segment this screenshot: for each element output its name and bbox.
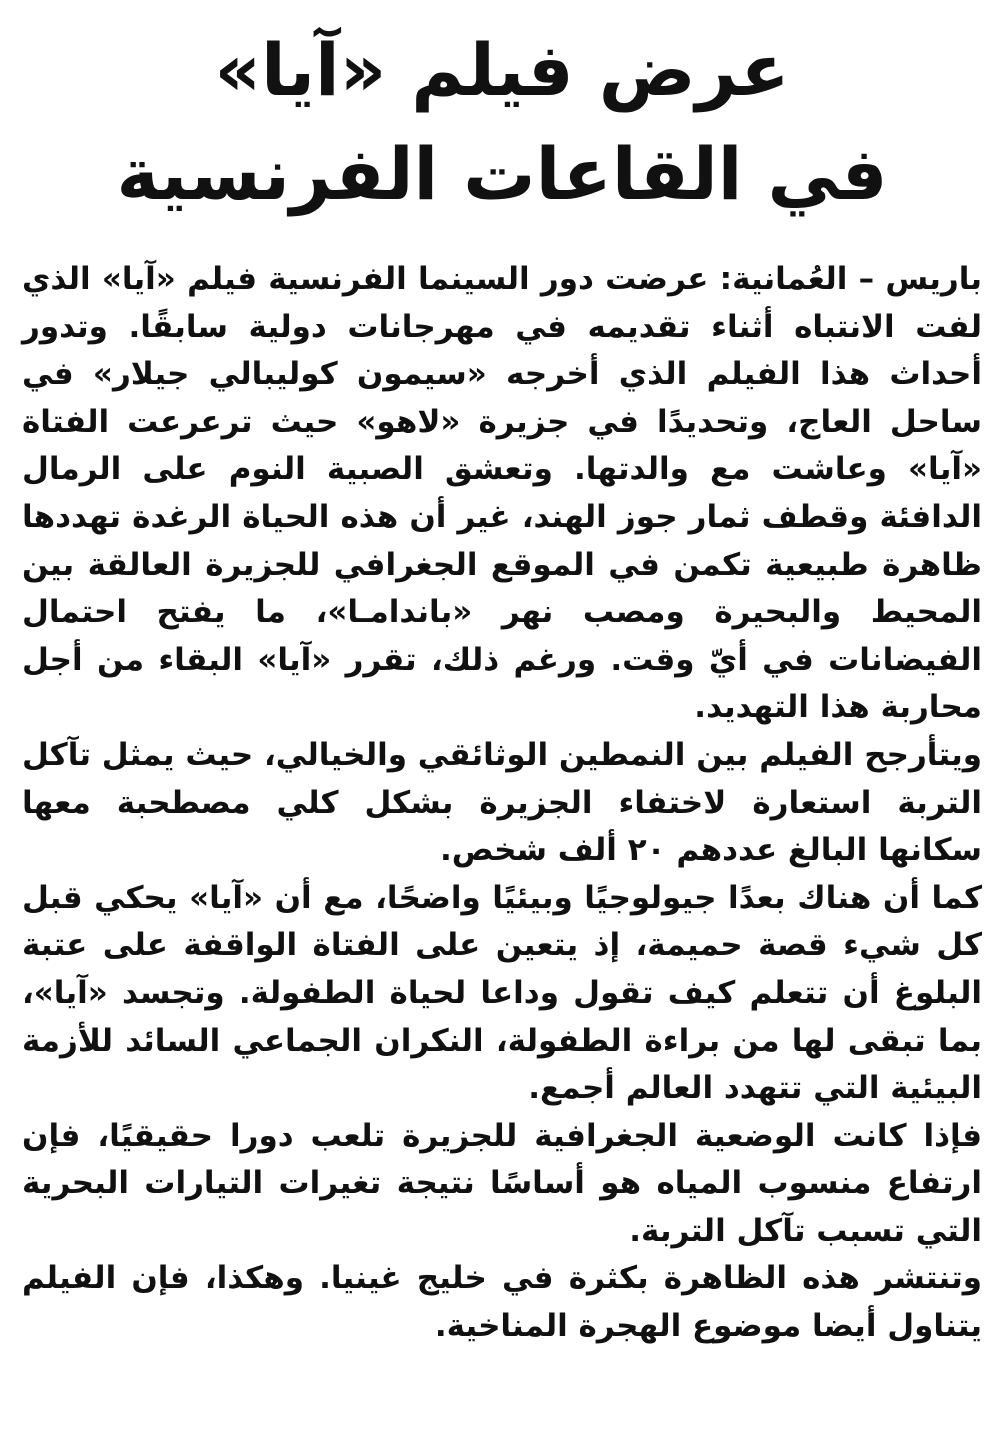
paragraph-2: ويتأرجح الفيلم بين النمطين الوثائقي والخيالي، حيث يمثل تآكل التربة استعارة لاختفاء الجزيرة بشكل كلي مصطحبة معها سكانها البالغ عددهم ٢٠ ألف شخص.: [22, 736, 982, 869]
paragraph-3: كما أن هناك بعدًا جيولوجيًا وبيئيًا واضحًا، مع أن «آيا» يحكي قبل كل شيء قصة حميمة، إذ يتعين على الفتاة الواقفة على عتبة البلوغ أن تتعلم كيف تقول وداعا لحياة الطفولة. وتجسد «آيا»، بما تبقى لها من براءة الطفولة، النكران الجماعي السائد للأزمة البيئية التي تتهدد العالم أجمع.: [22, 879, 982, 1107]
article-body: [22, 256, 982, 1351]
paragraph-5: وتنتشر هذه الظاهرة بكثرة في خليج غينيا. وهكذا، فإن الفيلم يتناول أيضا موضوع الهجرة المناخية.: [22, 1260, 982, 1345]
paragraph-4: فإذا كانت الوضعية الجغرافية للجزيرة تلعب دورا حقيقيًا، فإن ارتفاع منسوب المياه هو أساسًا نتيجة تغيرات التيارات البحرية التي تسبب تآكل التربة.: [22, 1117, 982, 1249]
headline: [22, 18, 982, 226]
headline-line-1: عرض فيلم «آيا»: [214, 28, 790, 112]
headline-line-2: في القاعات الفرنسية: [116, 132, 888, 216]
news-article: [22, 18, 982, 1418]
paragraph-1: باريس – العُمانية: عرضت دور السينما الفرنسية فيلم «آيا» الذي لفت الانتباه أثناء تقديمه في مهرجانات دولية سابقًا. وتدور أحداث هذا الفيلم الذي أخرجه «سيمون كوليبالي جيلار» في ساحل العاج، وتحديدًا في جزيرة «لاهو» حيث ترعرعت الفتاة «آيا» وعاشت مع والدتها. وتعشق الصبية النوم على الرمال الدافئة وقطف ثمار جوز الهند، غير أن هذه الحياة الرغدة تهددها ظاهرة طبيعية تكمن في الموقع الجغرافي للجزيرة العالقة بين المحيط والبحيرة ومصب نهر «باندامـا»، ما يفتح احتمال الفيضانات في أيّ وقت. ورغم ذلك، تقرر «آيا» البقاء من أجل محاربة هذا التهديد.: [22, 261, 982, 726]
